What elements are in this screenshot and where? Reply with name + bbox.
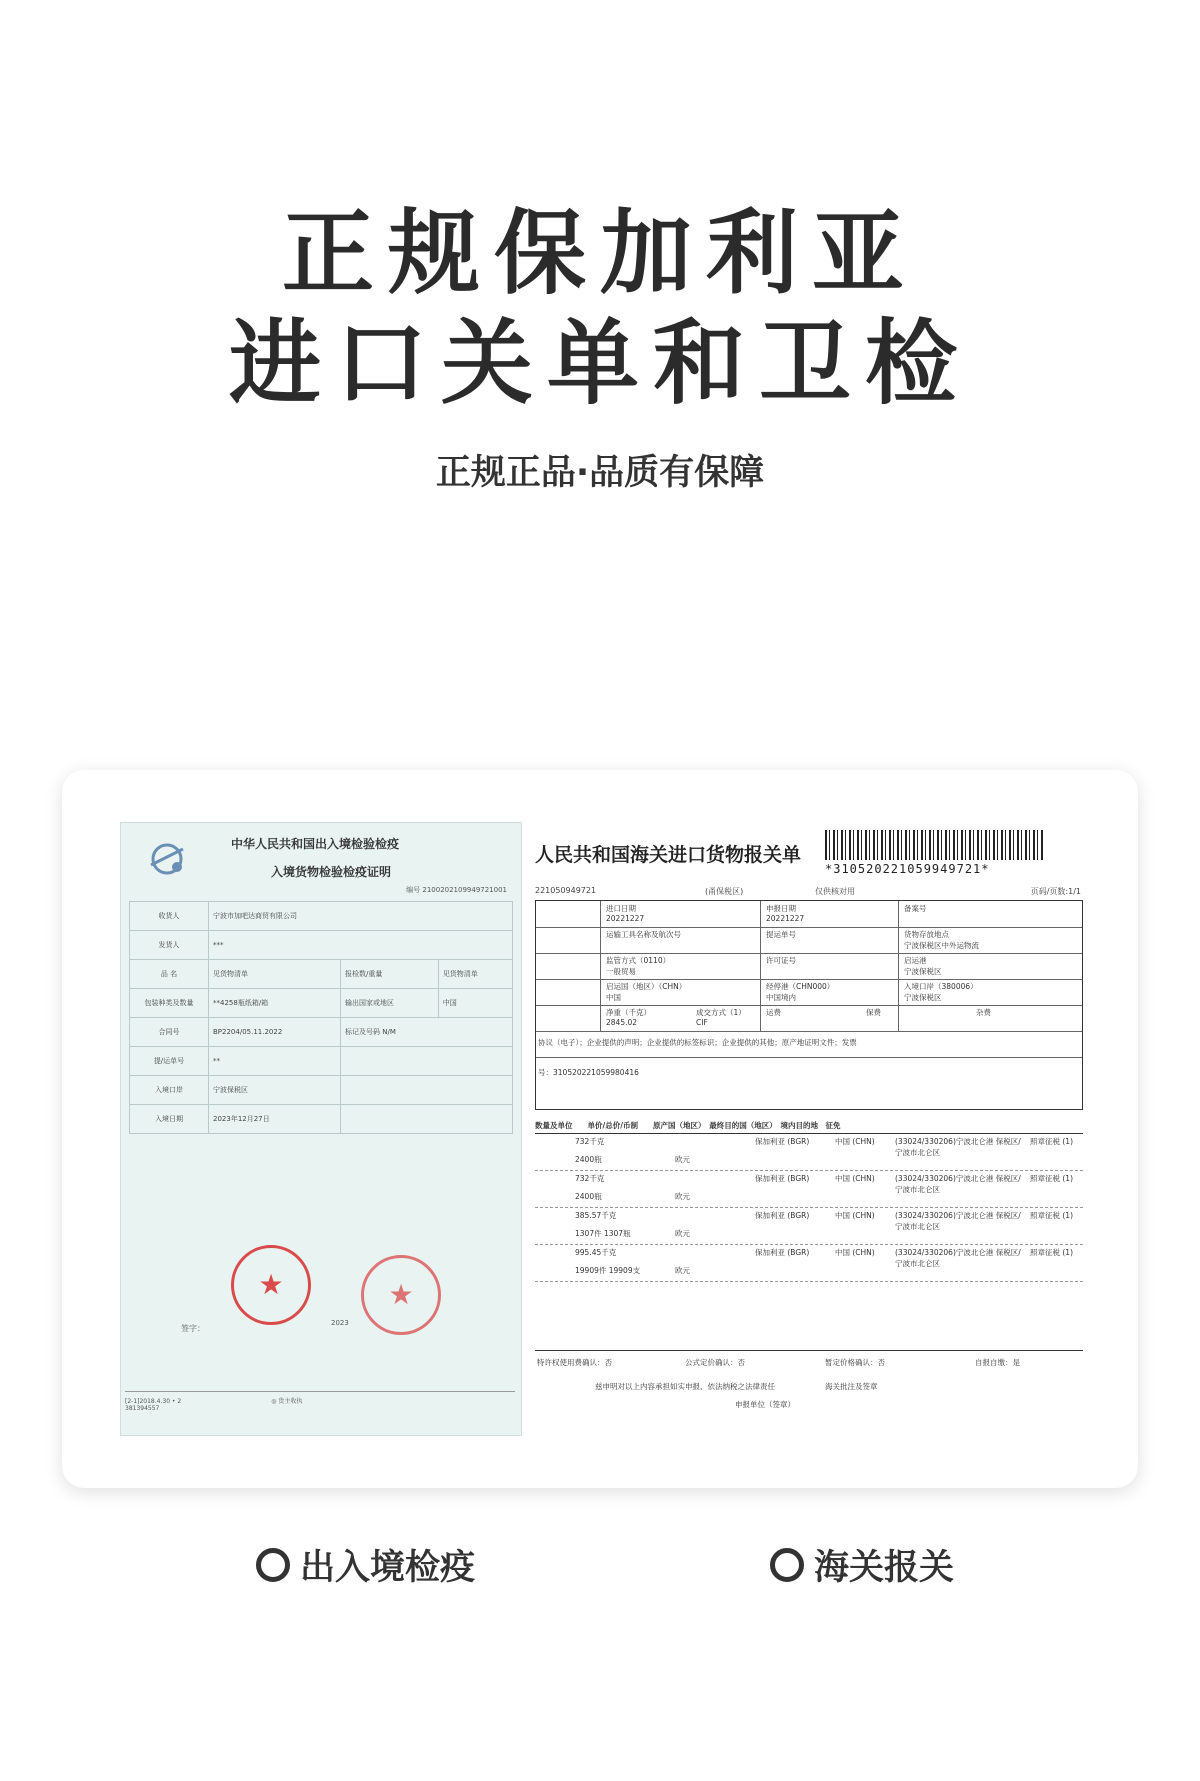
field-value: 宁波保税区 <box>209 1076 341 1105</box>
field-value: **4258瓶纸箱/箱 <box>209 989 341 1018</box>
field-label: 入境口岸 <box>130 1076 209 1105</box>
field-label: 收货人 <box>130 902 209 931</box>
field-value: 见货物清单 <box>438 960 512 989</box>
list-item: 995.45千克 19909件 19909支 欧元 保加利亚 (BGR) 中国 (CHN) (33024/330206)宁波北仑港 保税区/宁波市北仑区 照章征税 (1) <box>535 1245 1083 1282</box>
field-label: 入境日期 <box>130 1105 209 1134</box>
field-label: 输出国家或地区 <box>341 989 439 1018</box>
certificate-table <box>129 901 513 1134</box>
barcode-number: *310520221059949721* <box>825 862 990 876</box>
field-value: ** <box>209 1047 341 1076</box>
certificate-subtitle: 入境货物检验检疫证明 <box>271 865 392 879</box>
field-label: 提/运单号 <box>130 1047 209 1076</box>
field-value: BP2204/05.11.2022 <box>209 1018 341 1047</box>
inspection-certificate <box>120 822 522 1436</box>
field-value: *** <box>209 931 513 960</box>
field-label: 发货人 <box>130 931 209 960</box>
field-label: 品 名 <box>130 960 209 989</box>
field-value: 见货物清单 <box>209 960 341 989</box>
marks-cell: 标记及号码 N/M <box>341 1018 513 1047</box>
red-seal-stamp <box>361 1255 441 1335</box>
customs-declaration <box>535 822 1090 1434</box>
list-item: 732千克 2400瓶 欧元 保加利亚 (BGR) 中国 (CHN) (33024/330206)宁波北仑港 保税区/宁波市北仑区 照章征税 (1) <box>535 1171 1083 1208</box>
field-label: 报检数/重量 <box>341 960 439 989</box>
list-item: 732千克 2400瓶 欧元 保加利亚 (BGR) 中国 (CHN) (33024/330206)宁波北仑港 保税区/宁波市北仑区 照章征税 (1) <box>535 1134 1083 1171</box>
declaration-bottom: 特许权使用费确认：否 公式定价确认：否 暂定价格确认：否 自报自缴：是 兹申明对以上内容承担如实申报、依法纳税之法律责任 申报单位（签章） 海关批注及签章 <box>535 1350 1083 1434</box>
red-seal-stamp <box>231 1245 311 1325</box>
declaration-items <box>535 1118 1083 1282</box>
declaration-title: 人民共和国海关进口货物报关单 <box>535 844 802 866</box>
certificate-serial: 编号 2100202109949721001 <box>406 886 507 894</box>
list-item: 385.57千克 1307件 1307瓶 欧元 保加利亚 (BGR) 中国 (CHN) (33024/330206)宁波北仑港 保税区/宁波市北仑区 照章征税 (1) <box>535 1208 1083 1245</box>
headline-line2: 进口关单和卫检 <box>228 310 971 417</box>
certificate-footer: [2-1]2018.4.30 • 2 ◎ 货主收执381394557 <box>125 1391 515 1412</box>
barcode-icon <box>825 830 1045 860</box>
caption-customs: 海关报关 <box>770 1540 954 1590</box>
items-header: 数量及单位 单价/总价/币制 原产国（地区） 最终目的国（地区） 境内目的地 征免 <box>535 1118 1083 1134</box>
field-label: 合同号 <box>130 1018 209 1047</box>
signature-label: 签字： <box>181 1324 205 1333</box>
field-label: 包装种类及数量 <box>130 989 209 1018</box>
declaration-meta: 221050949721 (甬保税区) 仅供核对用 页码/页数:1/1 <box>535 886 1081 896</box>
field-value: 2023年12月27日 <box>209 1105 341 1134</box>
field-value: 中国 <box>438 989 512 1018</box>
caption-inspection: 出入境检疫 <box>256 1540 475 1590</box>
inspection-emblem-icon <box>143 835 191 883</box>
declaration-grid: 进口日期 20221227 申报日期 20221227 备案号 运输工具名称及航次号 提运单号 货物存放地点 宁波保税区中外运物流 监管方式（0110） 一般贸易 许可证号 启运港 宁波保税区 启运国（地区）（CHN） 中国 经停港（CHN000） 中国境内 入境口岸（380006） 宁波保税区 净重（千克） 2845.02 成交方式（1） CIF 运费 保费 杂费 协议（电子）；企业提供的声明；企业提供的标签标识；企业提供的其他；原产地证明文件；发票 号：310520221059980416 <box>535 900 1083 1110</box>
circle-icon <box>770 1548 804 1582</box>
headline-line1: 正规保加利亚 <box>281 200 918 307</box>
certificate-year: 2023 <box>331 1319 349 1327</box>
subtitle: 正规正品·品质有保障 <box>435 453 765 493</box>
field-value: 宁波市加吧达商贸有限公司 <box>209 902 513 931</box>
certificate-title: 中华人民共和国出入境检验检疫 <box>231 837 400 851</box>
circle-icon <box>256 1548 290 1582</box>
